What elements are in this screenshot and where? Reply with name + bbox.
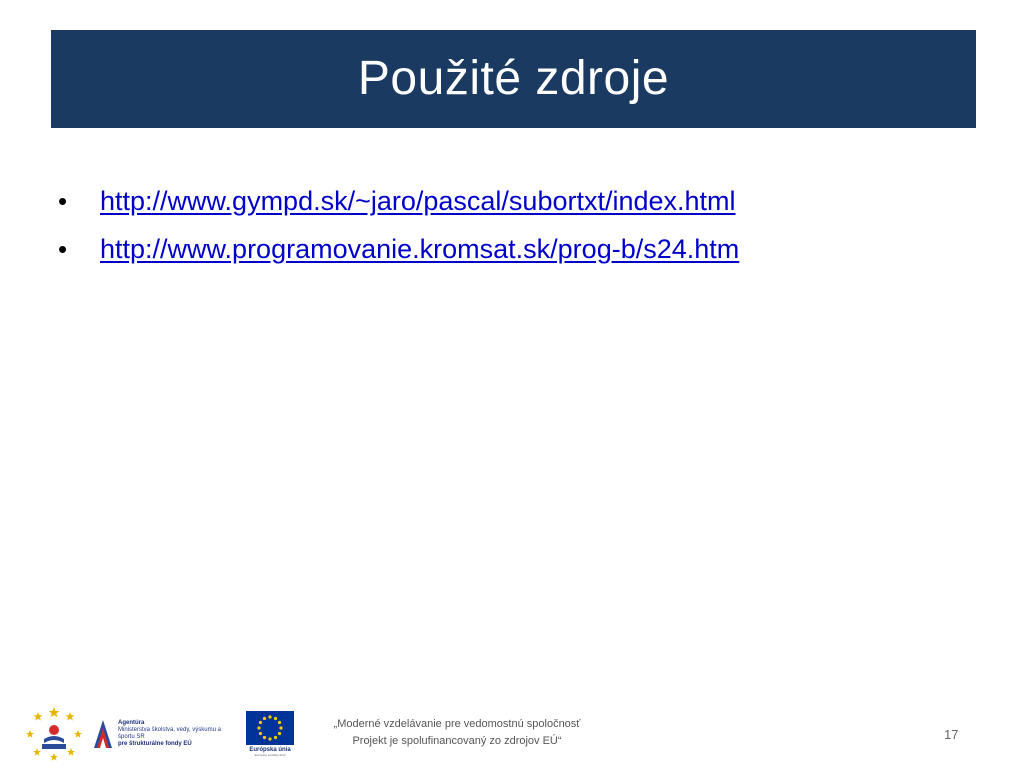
agency-funds: pre štrukturálne fondy EÚ xyxy=(118,741,192,747)
footer-logos xyxy=(26,706,294,762)
list-item xyxy=(58,186,739,234)
title-bar xyxy=(51,30,976,128)
footer-motto xyxy=(312,716,602,750)
agency-logo xyxy=(92,714,236,754)
program-emblem-icon xyxy=(26,706,82,762)
agency-name: Agentúra xyxy=(118,720,145,726)
source-link-1[interactable]: http://www.gympd.sk/~jaro/pascal/subortxt/index.html xyxy=(100,186,736,216)
source-link-2[interactable]: http://www.programovanie.kromsat.sk/prog-b/s24.htm xyxy=(100,234,740,264)
eu-label: Európska únia xyxy=(249,747,291,753)
bullet: • xyxy=(58,234,68,264)
eu-sublabel: Európsky sociálny fond xyxy=(254,753,286,757)
motto-line-2: Projekt je spolufinancovaný zo zdrojov EÚ“ xyxy=(352,735,562,747)
eu-logo xyxy=(246,711,294,757)
slide-title: Použité zdroje xyxy=(357,52,670,105)
list-item xyxy=(58,234,739,282)
eu-flag-icon xyxy=(246,711,294,745)
sources-list xyxy=(58,186,739,282)
agency-logo-icon xyxy=(92,718,114,750)
agency-ministry: Ministerstva školstva, vedy, výskumu a športu SR xyxy=(118,727,221,740)
motto-line-1: „Moderné vzdelávanie pre vedomostnú spoločnosť xyxy=(333,718,581,730)
page-number: 17 xyxy=(944,727,959,742)
bullet: • xyxy=(58,186,68,216)
